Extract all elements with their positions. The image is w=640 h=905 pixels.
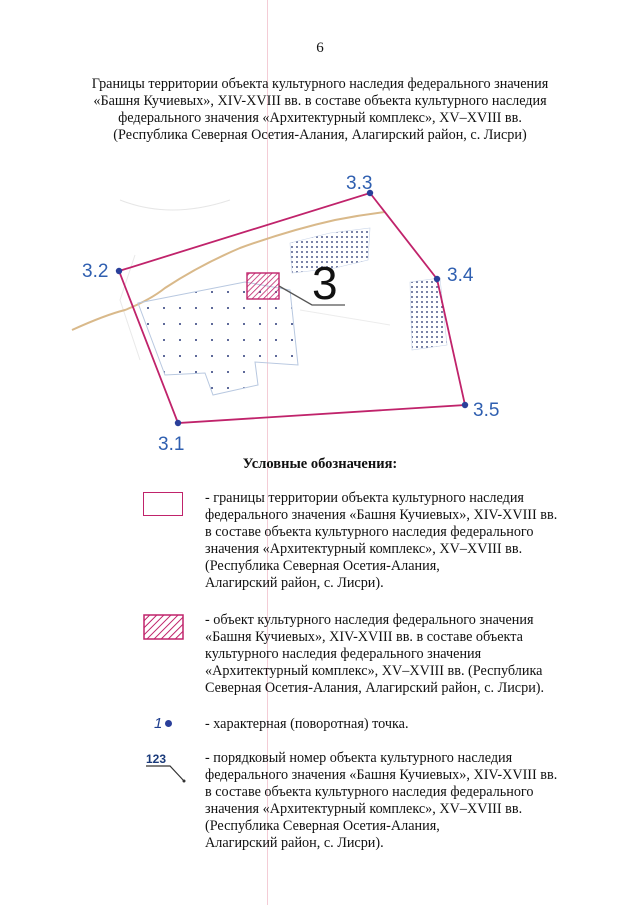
legend-text-line: в составе объекта культурного наследия федерального	[205, 784, 534, 800]
legend-text-line: Северная Осетия-Алания, Алагирский район, с. Лисри).	[205, 680, 545, 696]
legend-text-line: Алагирский район, с. Лисри).	[205, 575, 384, 591]
point-dot-icon	[165, 720, 172, 727]
legend-text-line: - объект культурного наследия федерального значения	[205, 612, 534, 628]
point-label: 3.1	[158, 434, 185, 455]
dotted-plot-right	[410, 278, 447, 350]
legend-text-line: Алагирский район, с. Лисри).	[205, 835, 384, 851]
point-symbol	[154, 715, 194, 733]
hatched-object-symbol	[143, 614, 184, 640]
point-label: 3.3	[346, 173, 373, 194]
point-3-4	[434, 276, 440, 282]
point-label: 3.5	[473, 400, 500, 421]
legend-text-line: (Республика Северная Осетия-Алания,	[205, 558, 440, 574]
legend-text-line: - границы территории объекта культурного наследия	[205, 490, 524, 506]
point-symbol-label: 1	[154, 715, 163, 732]
legend-text-line: федерального значения «Башня Кучиевых», XIV-XVIII вв.	[205, 767, 558, 783]
boundary-symbol	[143, 492, 183, 516]
legend-item-object	[205, 612, 605, 697]
terrain-line	[120, 200, 230, 210]
title-line: «Башня Кучиевых», XIV-XVIII вв. в составе объекта культурного наследия	[93, 93, 547, 109]
legend-text-line: - порядковый номер объекта культурного наследия	[205, 750, 513, 766]
point-3-5	[462, 402, 468, 408]
legend-text-line: значения «Архитектурный комплекс», XV–XVIII вв.	[205, 541, 523, 557]
title-line: федерального значения «Архитектурный комплекс», XV–XVIII вв.	[118, 110, 522, 126]
point-label: 3.2	[82, 261, 109, 282]
point-3-2	[116, 268, 122, 274]
tower-object	[247, 273, 279, 299]
terrain-line	[300, 310, 390, 325]
number-symbol-label: 123	[146, 752, 167, 766]
legend-text-line: - характерная (поворотная) точка.	[205, 716, 409, 732]
legend-text-line: «Архитектурный комплекс», XV–XVIII вв. (Республика	[205, 663, 543, 679]
legend-text-line: значения «Архитектурный комплекс», XV–XVIII вв.	[205, 801, 523, 817]
title-line: (Республика Северная Осетия-Алания, Алагирский район, с. Лисри)	[113, 127, 527, 143]
point-3-1	[175, 420, 181, 426]
legend-text-line: (Республика Северная Осетия-Алания,	[205, 818, 440, 834]
document-title	[60, 76, 580, 144]
object-number: 3	[312, 257, 338, 309]
boundary-map	[0, 160, 640, 460]
page-number: 6	[316, 40, 324, 56]
legend-item-number	[205, 750, 605, 852]
legend-item-boundary	[205, 490, 605, 592]
title-line: Границы территории объекта культурного наследия федерального значения	[91, 76, 549, 92]
legend-item-point	[205, 716, 605, 733]
number-symbol	[144, 750, 190, 786]
legend-text-line: в составе объекта культурного наследия федерального	[205, 524, 534, 540]
legend-text-line: федерального значения «Башня Кучиевых», XIV-XVIII вв.	[205, 507, 558, 523]
legend-heading: Условные обозначения:	[242, 456, 398, 472]
point-label: 3.4	[447, 265, 474, 286]
legend-text-line: культурного наследия федерального значения	[205, 646, 482, 662]
legend-text-line: «Башня Кучиевых», XIV-XVIII вв. в составе объекта	[205, 629, 523, 645]
